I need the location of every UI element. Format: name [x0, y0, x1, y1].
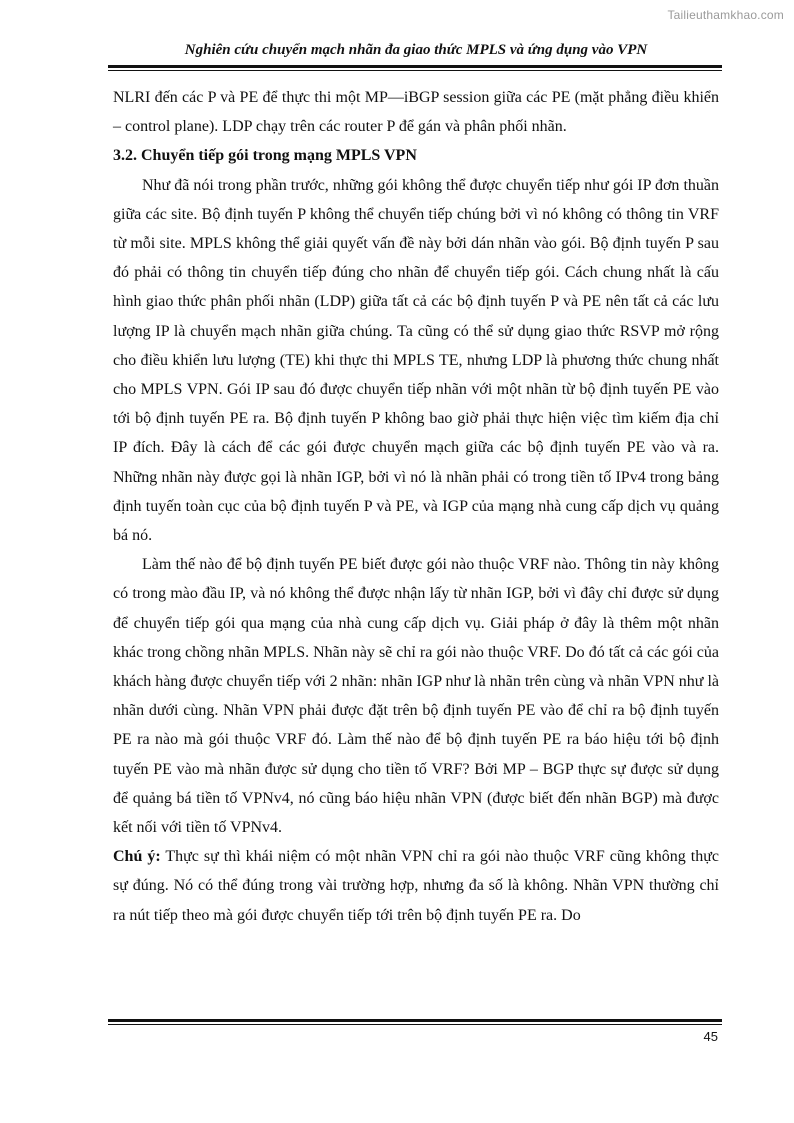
watermark-text: Tailieuthamkhao.com [667, 8, 784, 22]
paragraph-label-forwarding: Như đã nói trong phần trước, những gói không thể được chuyển tiếp như gói IP đơn thuần giữa các site. Bộ định tuyến P không thể chuyển tiếp chúng bởi vì nó không có thông tin VRF từ mỗi site. MPLS không thể giải quyết vấn đề này bởi dán nhãn vào gói. Bộ định tuyến P sau đó phải có thông tin chuyển tiếp đúng cho nhãn để chuyển tiếp gói. Cách chung nhất là cấu hình giao thức phân phối nhãn (LDP) giữa tất cả các bộ định tuyến P và PE nên tất cả các lưu lượng IP là chuyển mạch nhãn giữa chúng. Ta cũng có thể sử dụng giao thức RSVP mở rộng cho điều khiển lưu lượng (TE) khi thực thi MPLS TE, nhưng LDP là phương thức chung nhất cho MPLS VPN. Gói IP sau đó được chuyển tiếp nhãn với một nhãn từ bộ định tuyến PE vào tới bộ định tuyến PE ra. Bộ định tuyến P không bao giờ phải thực hiện việc tìm kiếm địa chỉ IP đích. Đây là cách để các gói được chuyển mạch giữa các bộ định tuyến PE vào và ra. Những nhãn này được gọi là nhãn IGP, bởi vì nó là nhãn phải có trong tiền tố IPv4 trong bảng định tuyến toàn cục của bộ định tuyến P và PE, và IGP của mạng nhà cung cấp dịch vụ quảng bá nó. [113, 176, 719, 545]
note-paragraph [113, 842, 719, 930]
paragraph-continuation: NLRI đến các P và PE để thực thi một MP—iBGP session giữa các PE (mặt phẳng điều khiển – control plane). LDP chạy trên các router P để gán và phân phối nhãn. [113, 89, 719, 136]
footer-rule-thick [108, 1019, 722, 1022]
page-number: 45 [703, 1029, 718, 1044]
header-rule-thin [108, 70, 722, 71]
footer-rule-thin [108, 1024, 722, 1025]
page-content [113, 83, 719, 930]
running-header: Nghiên cứu chuyển mạch nhãn đa giao thức MPLS và ứng dụng vào VPN [184, 42, 648, 58]
note-label: Chú ý: [113, 848, 161, 866]
header-rule-thick [108, 65, 722, 68]
section-heading: 3.2. Chuyển tiếp gói trong mạng MPLS VPN [113, 147, 417, 165]
paragraph-vpn-label: Làm thế nào để bộ định tuyến PE biết được gói nào thuộc VRF nào. Thông tin này không có trong mào đầu IP, và nó không thể được nhận lấy từ nhãn IGP, bởi vì đây chỉ được sử dụng để chuyển tiếp gói qua mạng của nhà cung cấp dịch vụ. Giải pháp ở đây là thêm một nhãn khác trong chồng nhãn MPLS. Nhãn này sẽ chỉ ra gói nào thuộc VRF. Do đó tất cả các gói của khách hàng được chuyển tiếp với 2 nhãn: nhãn IGP như là nhãn trên cùng và nhãn VPN như là nhãn dưới cùng. Nhãn VPN phải được đặt trên bộ định tuyến PE vào để chỉ ra bộ định tuyến PE ra nào mà gói thuộc VRF đó. Làm thế nào để bộ định tuyến PE ra báo hiệu tới bộ định tuyến PE vào mà nhãn được sử dụng cho tiền tố VRF? Bởi MP – BGP thực sự được sử dụng để quảng bá tiền tố VPNv4, nó cũng báo hiệu nhãn VPN (được biết đến nhãn BGP) mà được kết nối với tiền tố VPNv4. [113, 556, 719, 837]
note-text: Thực sự thì khái niệm có một nhãn VPN chỉ ra gói nào thuộc VRF cũng không thực sự đúng. Nó có thể đúng trong vài trường hợp, nhưng đa số là không. Nhãn VPN thường chỉ ra nút tiếp theo mà gói được chuyển tiếp tới trên bộ định tuyến PE ra. Do [113, 848, 720, 924]
